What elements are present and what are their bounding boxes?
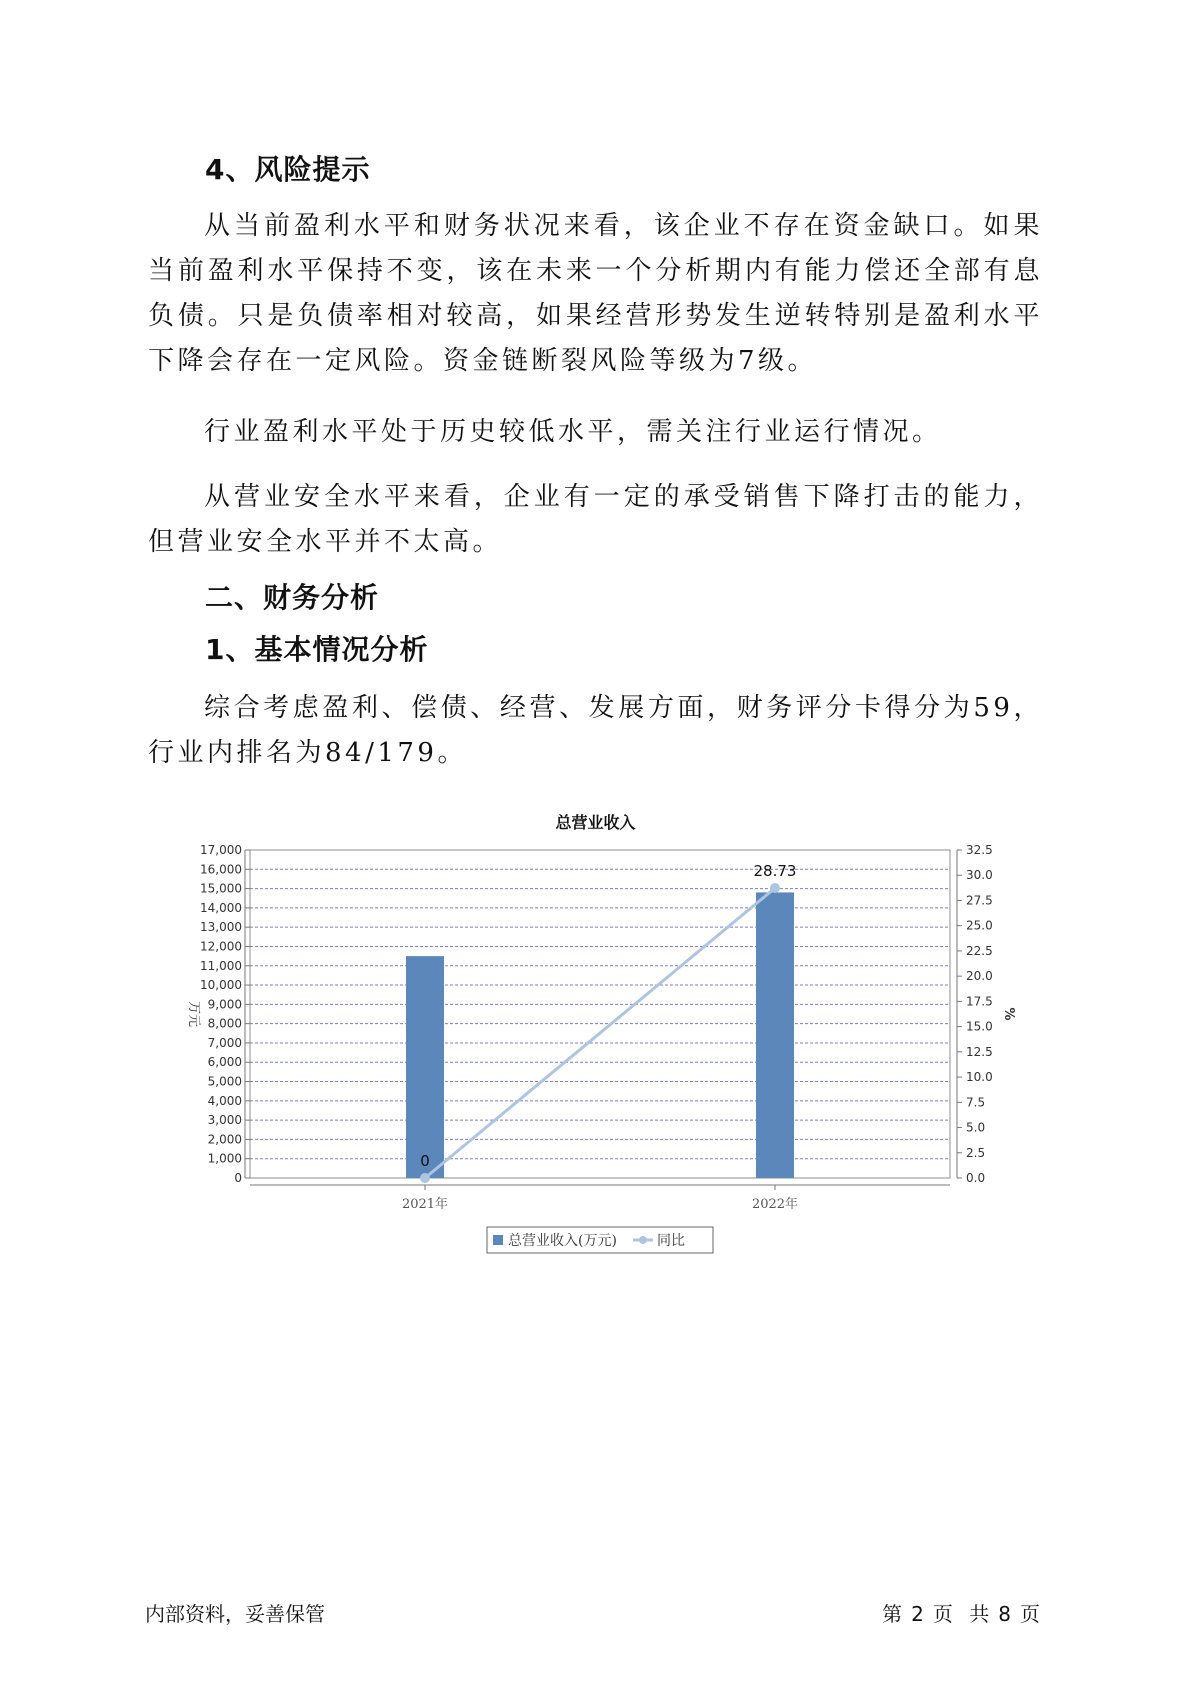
y-tick-label: 10,000 bbox=[200, 978, 242, 993]
x-tick-label: 2021年 bbox=[401, 1197, 449, 1212]
y-tick-label: 7,000 bbox=[207, 1035, 242, 1050]
page-unit: 页 bbox=[932, 1602, 954, 1626]
score-paragraph: 综合考虑盈利、偿债、经营、发展方面，财务评分卡得分为59，行业内排名为84/179。 bbox=[148, 693, 1043, 768]
x-tick-label: 2022年 bbox=[751, 1197, 799, 1212]
bar-series bbox=[406, 892, 794, 1178]
total-prefix: 共 bbox=[969, 1602, 991, 1626]
risk-paragraph-3: 从营业安全水平来看，企业有一定的承受销售下降打击的能力，但营业安全水平并不太高。 bbox=[148, 482, 1043, 557]
y-tick-label: 6,000 bbox=[207, 1055, 242, 1070]
legend-bar-label: 总营业收入(万元) bbox=[508, 1233, 617, 1249]
page-prefix: 第 bbox=[882, 1602, 904, 1626]
y-tick-label: 12,000 bbox=[200, 939, 242, 954]
y-right-axis-title: % bbox=[1001, 1007, 1016, 1021]
y-right-tick-label: 22.5 bbox=[966, 943, 993, 958]
total-pages: 8 bbox=[998, 1602, 1012, 1626]
y-right-tick-label: 20.0 bbox=[966, 969, 993, 984]
y-tick-label: 15,000 bbox=[200, 881, 242, 896]
chart-title: 总营业收入 bbox=[555, 813, 636, 832]
y-right-tick-label: 5.0 bbox=[966, 1120, 986, 1135]
y-tick-label: 5,000 bbox=[207, 1074, 242, 1089]
bar bbox=[756, 892, 794, 1178]
finance-heading: 二、财务分析 bbox=[205, 581, 380, 614]
y-right-tick-label: 25.0 bbox=[966, 918, 993, 933]
legend-line-label: 同比 bbox=[657, 1233, 685, 1249]
line-point bbox=[420, 1173, 430, 1183]
plot-area bbox=[250, 850, 950, 1178]
series-line bbox=[425, 888, 775, 1178]
total-unit: 页 bbox=[1020, 1602, 1041, 1626]
y-right-tick-label: 12.5 bbox=[966, 1044, 993, 1059]
y-tick-label: 11,000 bbox=[200, 958, 242, 973]
y-tick-label: 2,000 bbox=[207, 1132, 242, 1147]
y-tick-label: 17,000 bbox=[200, 843, 242, 857]
y-tick-label: 9,000 bbox=[207, 997, 242, 1012]
legend-bar-swatch bbox=[493, 1235, 503, 1245]
y-tick-label: 8,000 bbox=[207, 1016, 242, 1031]
legend-line-marker bbox=[639, 1236, 647, 1244]
y-right-tick-label: 15.0 bbox=[966, 1019, 993, 1034]
y-right-tick-label: 30.0 bbox=[966, 868, 993, 883]
risk-paragraph-1: 从当前盈利水平和财务状况来看，该企业不存在资金缺口。如果当前盈利水平保持不变，该在未来一个分析期内有能力偿还全部有息负债。只是负债率相对较高，如果经营形势发生逆转特别是盈利水平下降会存在一定风险。资金链断裂风险等级为7级。 bbox=[148, 211, 1043, 376]
y-right-tick-label: 7.5 bbox=[966, 1095, 986, 1110]
y-tick-label: 16,000 bbox=[200, 862, 242, 877]
y-right-tick-label: 17.5 bbox=[966, 994, 993, 1009]
y-tick-label: 13,000 bbox=[200, 920, 242, 935]
legend bbox=[487, 1227, 713, 1253]
axes bbox=[186, 843, 1016, 1212]
data-label: 28.73 bbox=[753, 862, 797, 881]
y-right-tick-label: 0.0 bbox=[966, 1171, 986, 1185]
page-number: 2 bbox=[911, 1602, 925, 1626]
y-tick-label: 3,000 bbox=[207, 1113, 242, 1128]
basic-analysis-heading: 1、基本情况分析 bbox=[205, 633, 429, 666]
risk-heading: 4、风险提示 bbox=[205, 153, 371, 186]
y-tick-label: 14,000 bbox=[200, 900, 242, 915]
y-right-tick-label: 27.5 bbox=[966, 893, 993, 908]
y-right-tick-label: 10.0 bbox=[966, 1070, 993, 1085]
y-axis-title: 万元 bbox=[186, 1000, 201, 1028]
y-right-tick-label: 32.5 bbox=[966, 843, 993, 857]
data-label: 0 bbox=[420, 1152, 430, 1170]
y-tick-label: 4,000 bbox=[207, 1093, 242, 1108]
page-indicator bbox=[878, 1598, 1045, 1627]
footer-note: 内部资料，妥善保管 bbox=[145, 1602, 325, 1626]
y-right-tick-label: 2.5 bbox=[966, 1145, 986, 1160]
risk-paragraph-2: 行业盈利水平处于历史较低水平，需关注行业运行情况。 bbox=[204, 417, 942, 447]
bar bbox=[406, 956, 444, 1178]
grid-lines bbox=[250, 850, 950, 1159]
line-series bbox=[420, 862, 796, 1183]
y-tick-label: 1,000 bbox=[207, 1151, 242, 1166]
line-point bbox=[770, 883, 780, 893]
y-tick-label: 0 bbox=[234, 1171, 242, 1185]
